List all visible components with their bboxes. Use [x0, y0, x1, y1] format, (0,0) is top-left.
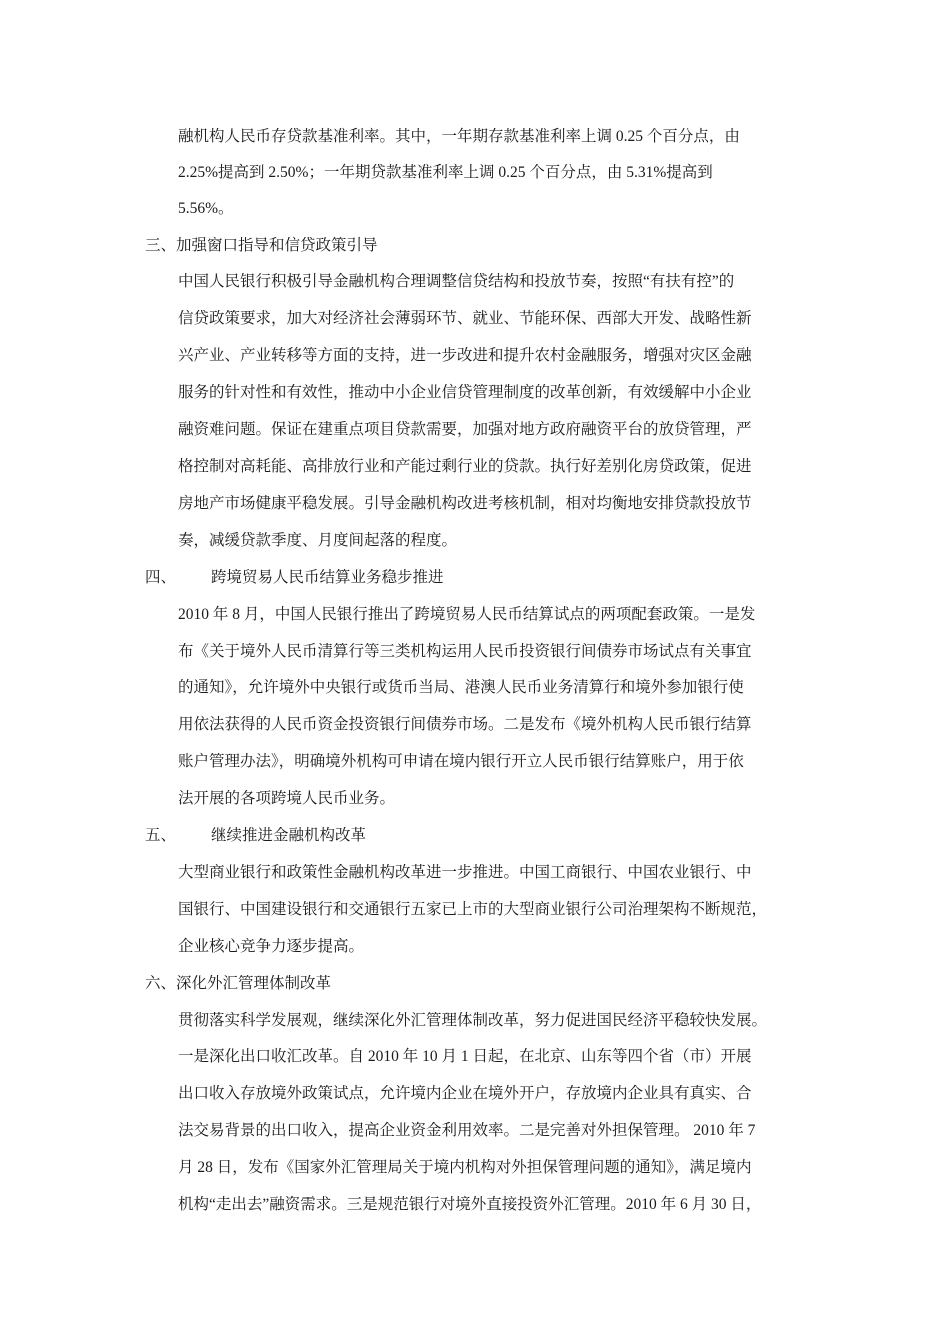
- section-heading: [145, 566, 444, 590]
- section-title: 继续推进金融机构改革: [211, 827, 367, 844]
- paragraph-line: 企业核心竞争力逐步提高。: [178, 938, 365, 955]
- section-number: 三、: [145, 237, 177, 254]
- paragraph-line: 月 28 日，发布《国家外汇管理局关于境内机构对外担保管理问题的通知》，满足境内: [178, 1159, 752, 1176]
- paragraph-line: 用依法获得的人民币资金投资银行间债券市场。二是发布《境外机构人民币银行结算: [178, 716, 752, 733]
- paragraph-line: 5.56%。: [178, 200, 234, 217]
- paragraph-line: 法交易背景的出口收入，提高企业资金利用效率。二是完善对外担保管理。 2010 年 7: [178, 1122, 756, 1139]
- section-number: 五、: [145, 827, 177, 844]
- paragraph-line: 融资难问题。保证在建重点项目贷款需要，加强对地方政府融资平台的放贷管理，严: [178, 421, 752, 438]
- paragraph-line: 国银行、中国建设银行和交通银行五家已上市的大型商业银行公司治理架构不断规范，: [178, 901, 768, 918]
- paragraph-line: 一是深化出口收汇改革。自 2010 年 10 月 1 日起，在北京、山东等四个省（市）开展: [178, 1048, 752, 1065]
- section-number: 六、: [145, 975, 177, 992]
- paragraph-line: 贯彻落实科学发展观，继续深化外汇管理体制改革，努力促进国民经济平稳较快发展。: [178, 1012, 768, 1029]
- paragraph-line: 信贷政策要求，加大对经济社会薄弱环节、就业、节能环保、西部大开发、战略性新: [178, 310, 752, 327]
- paragraph-line: 奏，减缓贷款季度、月度间起落的程度。: [178, 532, 458, 549]
- paragraph-line: 服务的针对性和有效性，推动中小企业信贷管理制度的改革创新，有效缓解中小企业: [178, 384, 752, 401]
- paragraph-line: 法开展的各项跨境人民币业务。: [178, 790, 396, 807]
- paragraph-line: 2010 年 8 月，中国人民银行推出了跨境贸易人民币结算试点的两项配套政策。一是发: [178, 606, 756, 623]
- section-heading: [145, 972, 331, 996]
- paragraph-line: 格控制对高耗能、高排放行业和产能过剩行业的贷款。执行好差别化房贷政策，促进: [178, 458, 752, 475]
- paragraph-line: 2.25%提高到 2.50%；一年期贷款基准利率上调 0.25 个百分点，由 5.31%提高到: [178, 164, 713, 181]
- paragraph-line: 机构“走出去”融资需求。三是规范银行对境外直接投资外汇管理。2010 年 6 月 30 日，: [178, 1196, 762, 1213]
- paragraph-line: 账户管理办法》，明确境外机构可申请在境内银行开立人民币银行结算账户，用于依: [178, 753, 744, 770]
- section-title: 跨境贸易人民币结算业务稳步推进: [211, 569, 444, 586]
- section-heading: [145, 824, 366, 848]
- paragraph-line: 出口收入存放境外政策试点，允许境内企业在境外开户，存放境内企业具有真实、合: [178, 1085, 752, 1102]
- paragraph-line: 房地产市场健康平稳发展。引导金融机构改进考核机制，相对均衡地安排贷款投放节: [178, 495, 752, 512]
- section-title: 深化外汇管理体制改革: [176, 975, 332, 992]
- paragraph-line: 大型商业银行和政策性金融机构改革进一步推进。中国工商银行、中国农业银行、中: [178, 864, 752, 881]
- section-number: 四、: [145, 569, 177, 586]
- section-heading: [145, 234, 378, 258]
- section-title: 加强窗口指导和信贷政策引导: [176, 237, 378, 254]
- paragraph-line: 布《关于境外人民币清算行等三类机构运用人民币投资银行间债券市场试点有关事宜: [178, 643, 752, 660]
- paragraph-line: 兴产业、产业转移等方面的支持，进一步改进和提升农村金融服务，增强对灾区金融: [178, 347, 752, 364]
- paragraph-line: 融机构人民币存贷款基准利率。其中，一年期存款基准利率上调 0.25 个百分点，由: [178, 128, 740, 145]
- paragraph-line: 的通知》，允许境外中央银行或货币当局、港澳人民币业务清算行和境外参加银行使: [178, 679, 744, 696]
- paragraph-line: 中国人民银行积极引导金融机构合理调整信贷结构和投放节奏，按照“有扶有控”的: [178, 273, 735, 290]
